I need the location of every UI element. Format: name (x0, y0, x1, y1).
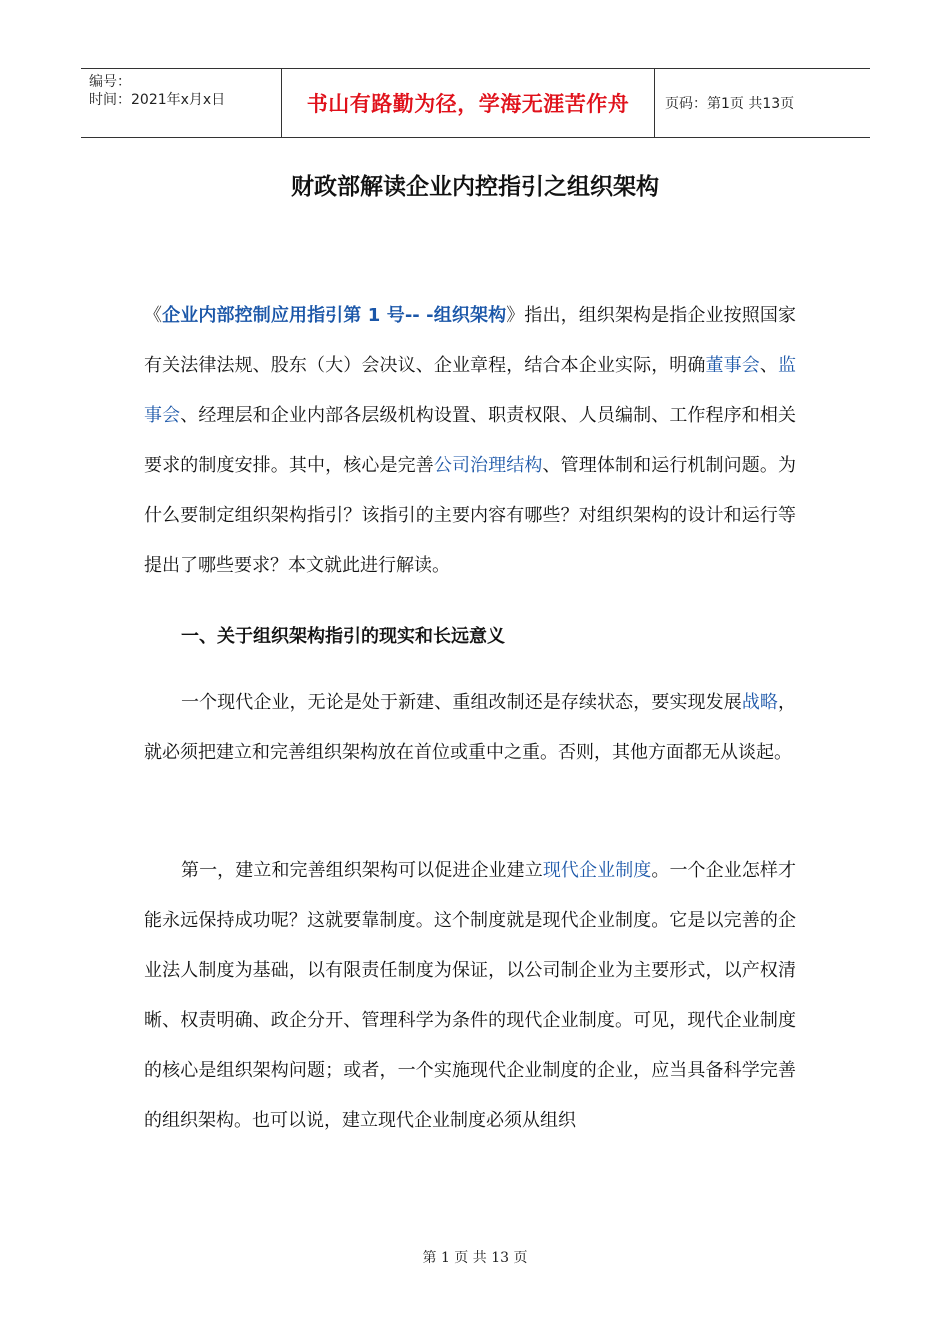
paragraph-text: 》指出，组织架构是指企业按照国家有关法律法规、股东（大）会决议、企业章程，结合本企业实际，明确 (144, 305, 797, 376)
page-number-label: 页码：第1页 共13页 (665, 96, 795, 112)
paragraph-modern-enterprise (144, 846, 796, 1146)
board-of-directors-link[interactable]: 董事会 (705, 355, 760, 376)
separator: 、 (759, 355, 779, 376)
paragraph-text: 。一个企业怎样才能永远保持成功呢？这就要靠制度。这个制度就是现代企业制度。它是以完善的企业法人制度为基础，以有限责任制度为保证，以公司制企业为主要形式，以产权清晰、权责明确、政企分开、管理科学为条件的现代企业制度。可见，现代企业制度的核心是组织架构问题；或者，一个实施现代企业制度的企业，应当具备科学完善的组织架构。也可以说，建立现代企业制度必须从组织 (144, 860, 797, 1131)
corporate-governance-link[interactable]: 公司治理结构 (433, 455, 543, 476)
section-heading: 一、关于组织架构指引的现实和长远意义 (181, 626, 505, 647)
paragraph-text: 第一，建立和完善组织架构可以促进企业建立 (181, 860, 543, 881)
document-time-label: 时间：2021年x月x日 (89, 92, 226, 108)
header-info-cell (81, 69, 281, 137)
strategy-link[interactable]: 战略 (741, 692, 779, 713)
header-table (81, 68, 870, 138)
paragraph-text: ，就必须把建立和完善组织架构放在首位或重中之重。否则，其他方面都无从谈起。 (144, 692, 797, 763)
guide-link[interactable]: 企业内部控制应用指引第 1 号-- -组织架构 (162, 305, 507, 326)
header-motto-cell (281, 69, 655, 137)
paragraph-text: 、经理层和企业内部各层级机构设置、职责权限、人员编制、工作程序和相关要求的制度安排。其中，核心是完善 (144, 405, 797, 476)
paragraph-text: 一个现代企业，无论是处于新建、重组改制还是存续状态，要实现发展 (181, 692, 742, 713)
paragraph-significance (144, 678, 796, 778)
header-page-cell (655, 69, 870, 137)
supervisory-board-link[interactable]: 监事会 (144, 355, 797, 426)
document-title: 财政部解读企业内控指引之组织架构 (291, 174, 659, 200)
modern-enterprise-system-link[interactable]: 现代企业制度 (542, 860, 652, 881)
open-quote: 《 (144, 305, 163, 326)
document-number-label: 编号： (89, 74, 131, 90)
paragraph-intro (144, 291, 796, 591)
page-footer: 第 1 页 共 13 页 (422, 1250, 528, 1266)
motto-text: 书山有路勤为径，学海无涯苦作舟 (306, 92, 630, 116)
paragraph-text: 、管理体制和运行机制问题。为什么要制定组织架构指引？该指引的主要内容有哪些？对组织架构的设计和运行等提出了哪些要求？本文就此进行解读。 (144, 455, 797, 576)
